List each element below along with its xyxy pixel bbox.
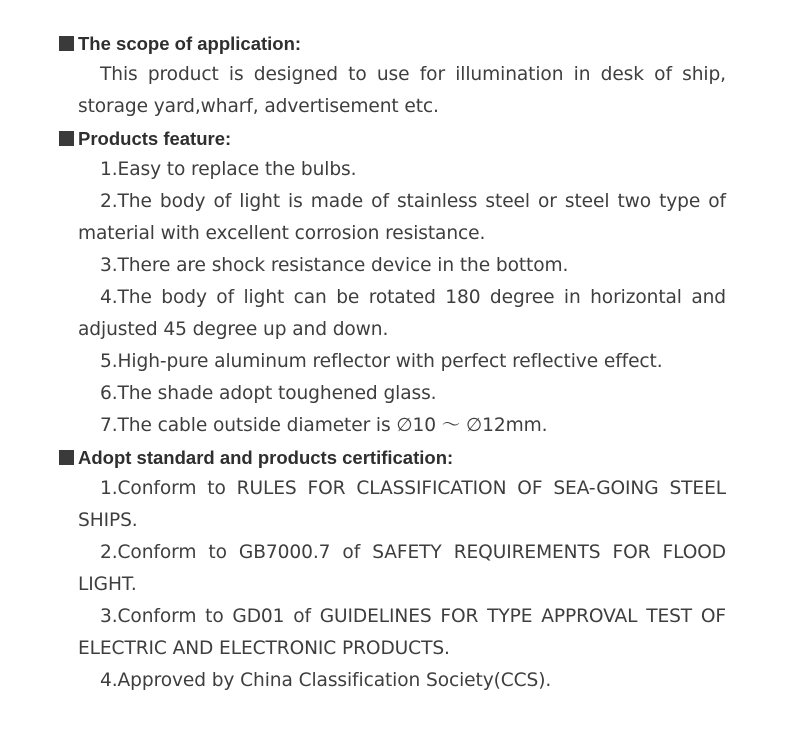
feature-item: 3.There are shock resistance device in the bottom. <box>100 255 569 276</box>
section-heading <box>0 123 808 154</box>
feature-item: 4.The body of light can be rotated 180 degree in horizontal and adjusted 45 degree up and down. <box>78 287 726 340</box>
square-bullet-icon <box>59 131 74 146</box>
section-scope-of-application <box>0 28 808 123</box>
section-heading-text: Adopt standard and products certification: <box>78 447 454 468</box>
section-heading <box>0 442 808 473</box>
feature-item: 2.The body of light is made of stainless steel or steel two type of material with excellent corrosion resistance. <box>78 191 726 244</box>
certification-item: 1.Conform to RULES FOR CLASSIFICATION OF SEA-GOING STEEL SHIPS. <box>78 478 726 531</box>
square-bullet-icon <box>59 36 74 51</box>
certification-item: 4.Approved by China Classification Society(CCS). <box>100 670 552 691</box>
square-bullet-icon <box>59 450 74 465</box>
document-body <box>0 28 808 697</box>
section-heading-text: The scope of application: <box>78 33 302 54</box>
paragraph: This product is designed to use for illumination in desk of ship, storage yard,wharf, advertisement etc. <box>78 64 726 117</box>
section-heading-text: Products feature: <box>78 128 232 149</box>
certification-item: 3.Conform to GD01 of GUIDELINES FOR TYPE APPROVAL TEST OF ELECTRIC AND ELECTRONIC PRODUCTS. <box>78 606 726 659</box>
section-products-feature <box>0 123 808 442</box>
section-heading <box>0 28 808 59</box>
feature-item: 7.The cable outside diameter is ∅10 ～ ∅12mm. <box>100 415 548 436</box>
section-standards-certification <box>0 442 808 697</box>
certification-item: 2.Conform to GB7000.7 of SAFETY REQUIREMENTS FOR FLOOD LIGHT. <box>78 542 726 595</box>
feature-item: 6.The shade adopt toughened glass. <box>100 383 437 404</box>
feature-item: 5.High-pure aluminum reflector with perfect reflective effect. <box>100 351 663 372</box>
feature-item: 1.Easy to replace the bulbs. <box>100 159 357 180</box>
